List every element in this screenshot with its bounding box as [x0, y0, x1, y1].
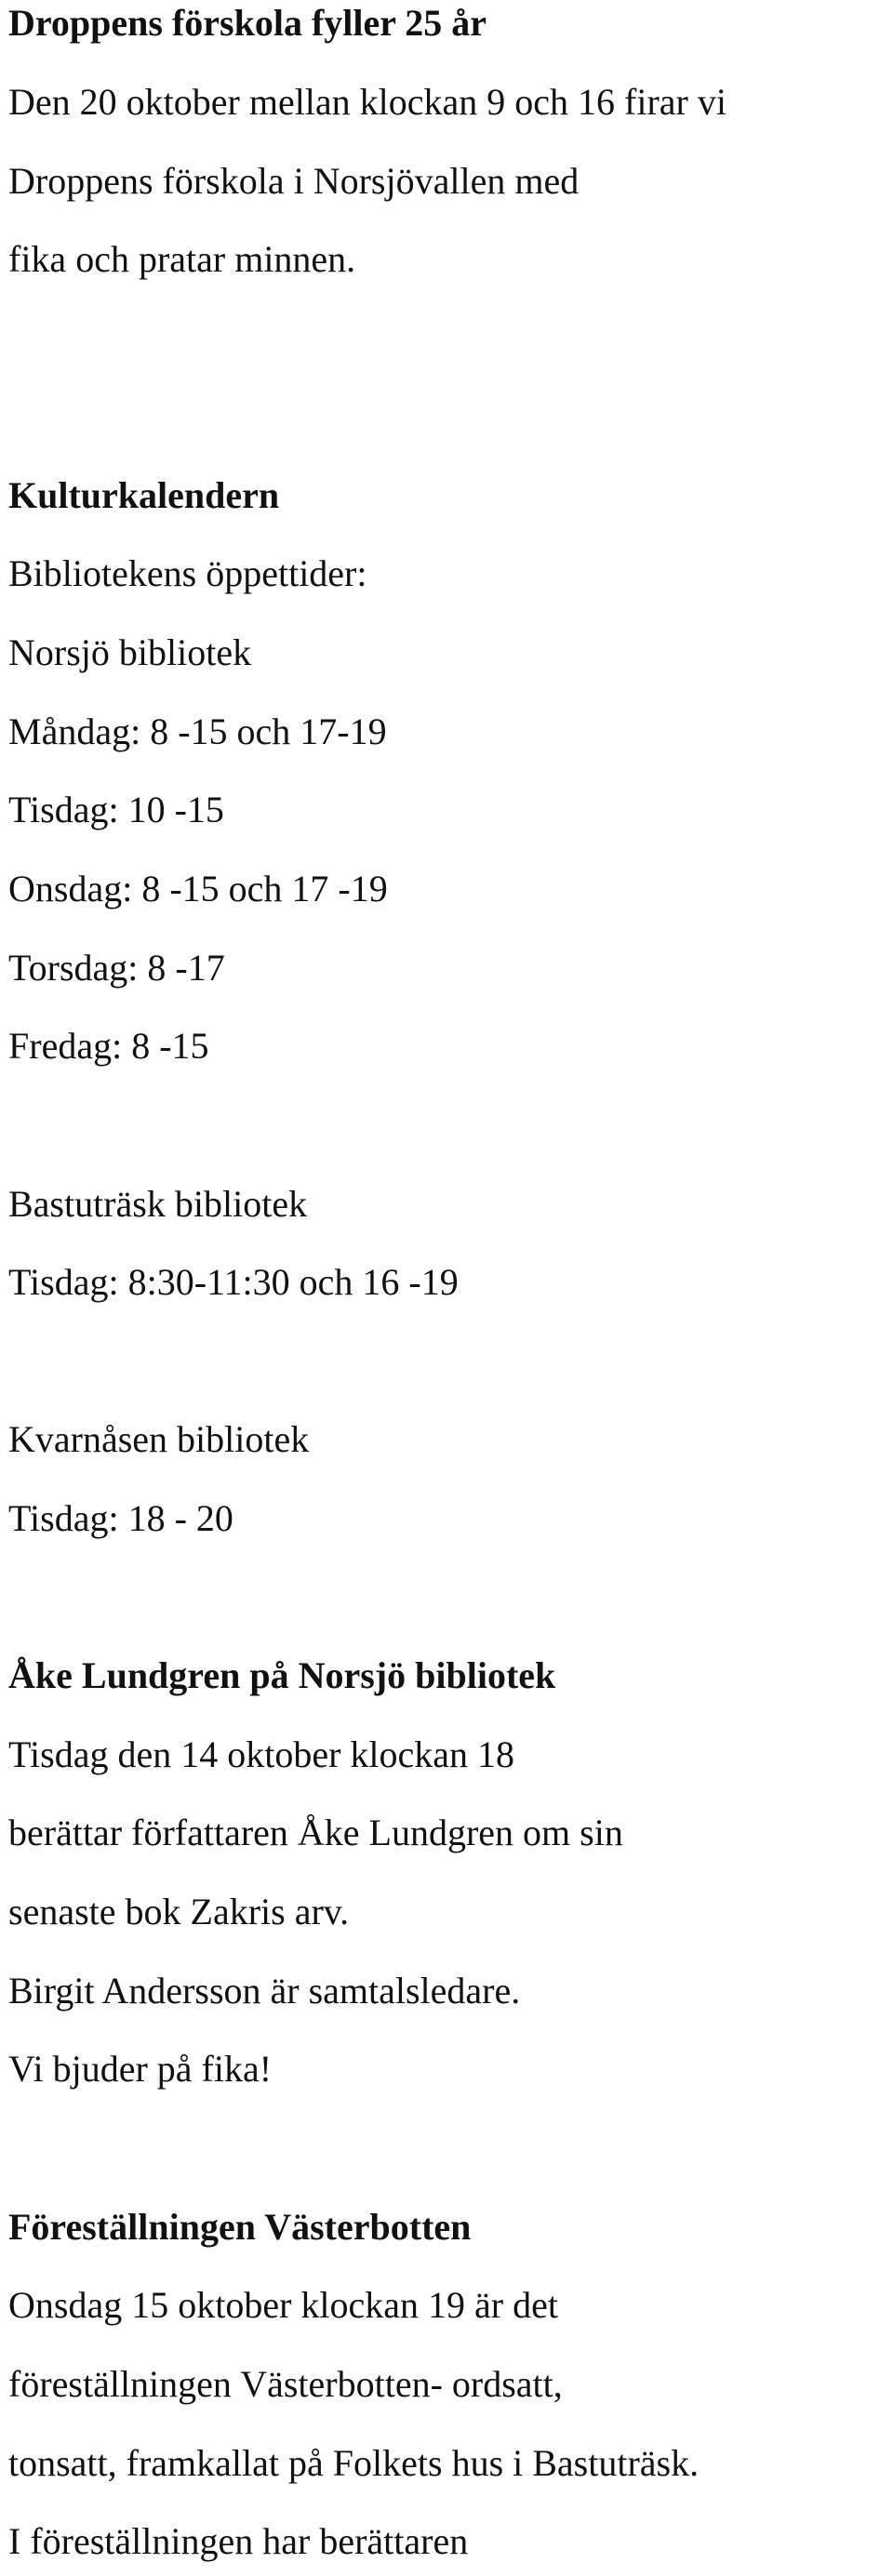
text-line: Fredag: 8 -15 — [8, 1025, 209, 1067]
text-line: Bibliotekens öppettider: — [8, 552, 367, 594]
text-line: Tisdag: 10 -15 — [8, 789, 224, 830]
text-line: Den 20 oktober mellan klockan 9 och 16 firar vi — [8, 81, 726, 123]
heading-forestallningen: Föreställningen Västerbotten — [8, 2206, 472, 2248]
text-line: Tisdag: 18 - 20 — [8, 1497, 233, 1539]
text-line: fika och pratar minnen. — [8, 238, 356, 280]
text-line: föreställningen Västerbotten- ordsatt, — [8, 2363, 563, 2405]
text-line: Vi bjuder på fika! — [8, 2048, 273, 2090]
text-line: Droppens förskola i Norsjövallen med — [8, 160, 580, 202]
text-line: Onsdag: 8 -15 och 17 -19 — [8, 868, 388, 910]
text-line: Onsdag 15 oktober klockan 19 är det — [8, 2284, 558, 2326]
text-line: Kvarnåsen bibliotek — [8, 1418, 310, 1460]
text-line: Torsdag: 8 -17 — [8, 947, 225, 989]
text-line: Norsjö bibliotek — [8, 631, 252, 673]
text-line: Tisdag: 8:30-11:30 och 16 -19 — [8, 1261, 459, 1303]
heading-ake-lundgren: Åke Lundgren på Norsjö bibliotek — [8, 1654, 556, 1696]
text-line: Birgit Andersson är samtalsledare. — [8, 1970, 521, 2012]
heading-kulturkalendern: Kulturkalendern — [8, 474, 280, 516]
heading-droppens: Droppens förskola fyller 25 år — [8, 2, 487, 44]
text-line: berättar författaren Åke Lundgren om sin — [8, 1812, 623, 1853]
text-line: Måndag: 8 -15 och 17-19 — [8, 710, 387, 752]
text-line: senaste bok Zakris arv. — [8, 1891, 350, 1932]
text-line: Bastuträsk bibliotek — [8, 1183, 308, 1225]
text-line: Tisdag den 14 oktober klockan 18 — [8, 1733, 515, 1775]
text-line: I föreställningen har berättaren — [8, 2520, 469, 2562]
text-line: tonsatt, framkallat på Folkets hus i Bastuträsk. — [8, 2442, 700, 2484]
